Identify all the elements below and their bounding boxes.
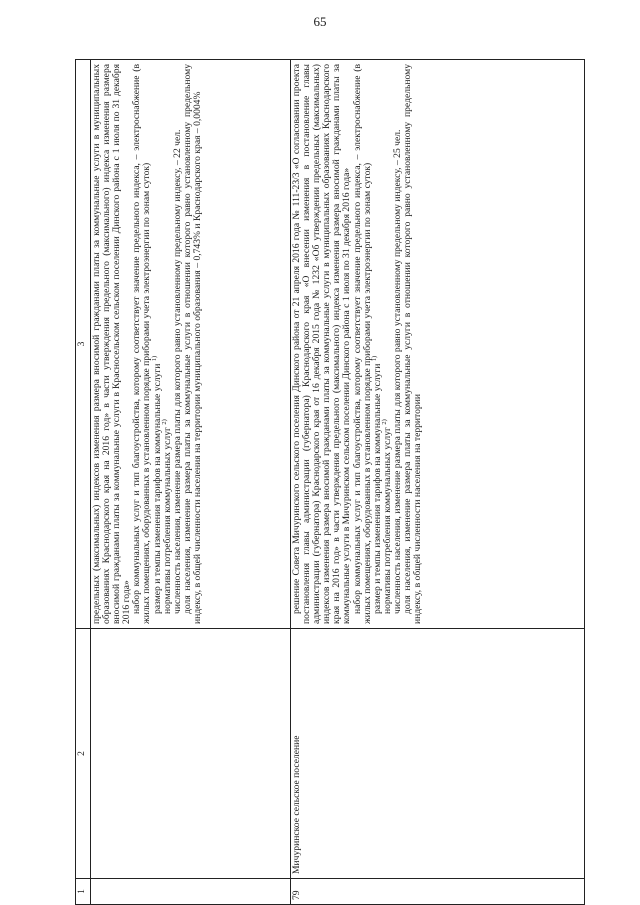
decision-text-cell (291, 60, 585, 629)
settlements-table (75, 59, 585, 905)
settlement-cell: Мичуринское сельское поселение (291, 629, 585, 879)
paragraph: решение Совета Мичуринского сельского поселения Динского района от 21 апреля 2016 года № 111-23/3 «О согласовании проекта постановления главы администрации (губернатора) Краснодарского края «О внесении изменения в постановление главы администрации (губернатора) Краснодарского края от 16 декабря 2015 года № 1232 «Об утверждении предельных (максимальных) индексов изменения размера вносимой гражданами платы за коммунальные услуги в муниципальных образованиях Краснодарского края на 2016 год» в части утверждения предельного (максимального) индекса изменения размера вносимой гражданами платы за коммунальные услуги в Мичуринском сельском поселении Динского района с 1 июля по 31 декабря 2016 года» (291, 64, 353, 624)
paragraph: численность населения, изменение размера платы для которого равно установленному предельному индексу, – 22 чел. (171, 129, 183, 614)
paragraph: набор коммунальных услуг и тип благоустройства, которому соответствует значение предельного индекса, – электроснабжение (в жилых помещениях, оборудованных в установленном порядке приборами учета электроэнергии по зонам суток) (131, 64, 153, 624)
paragraph: набор коммунальных услуг и тип благоустройства, которому соответствует значение предельного индекса, – электроснабжение (в жилых помещениях, оборудованных в установленном порядке приборами учета электроэнергии по зонам суток) (351, 64, 373, 624)
column-header-2: 2 (76, 629, 91, 879)
settlement-cell (91, 629, 291, 879)
paragraph: размер и темпы изменения тарифов на коммунальные услуги $^{1)}$ (370, 355, 383, 614)
paragraph: доля населения, изменение размера платы за коммунальные услуги в отношении которого равно установленному предельному индексу, в общей численности населения на территории (402, 64, 424, 624)
column-header-1: 1 (76, 879, 91, 905)
page-number: 65 (313, 14, 327, 29)
row-number-cell: 79 (291, 879, 585, 905)
paragraph: доля населения, изменение размера платы за коммунальные услуги в отношении которого равно установленному предельному индексу, в общей численности населения на территории муниципального образования – 0,743% и Краснодарского края – 0,0004% (181, 64, 203, 624)
paragraph: предельных (максимальных) индексов изменения размера вносимой гражданами платы за коммунальные услуги в муниципальных образованиях Краснодарского края на 2016 год» в части утверждения предельного (максимального) индекса изменения размера вносимой гражданами платы за коммунальные услуги в Красносельском сельском поселении Динского района с 1 июля по 31 декабря 2016 года» (91, 64, 133, 624)
footnote-marker: 1) (150, 355, 158, 362)
column-header-3: 3 (76, 60, 91, 629)
rotated-table-sheet (75, 60, 585, 905)
paragraph: численность населения, изменение размера платы для которого равно установленному предельному индексу, – 25 чел. (391, 129, 403, 614)
paragraph: нормативы потребления коммунальных услуг $^{2)}$ (380, 419, 393, 614)
table-header-row (76, 60, 91, 905)
paragraph: нормативы потребления коммунальных услуг $^{2)}$ (160, 419, 173, 614)
table-row (291, 60, 585, 905)
row-number-cell (91, 879, 291, 905)
footnote-marker: 2) (380, 419, 388, 425)
continuation-text-cell (91, 60, 291, 629)
footnote-marker: 2) (160, 419, 168, 425)
table-row-continuation (91, 60, 291, 905)
footnote-marker: 1) (370, 355, 378, 362)
paragraph: размер и темпы изменения тарифов на коммунальные услуги $^{1)}$ (150, 355, 163, 614)
